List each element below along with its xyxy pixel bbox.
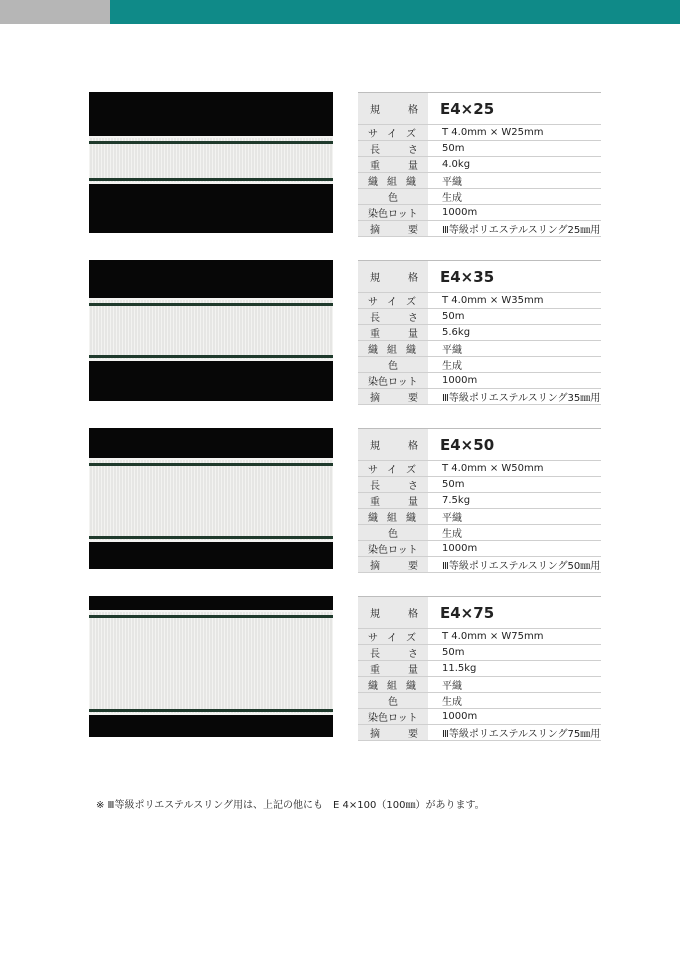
spec-value-size: T 4.0mm × W35mm [442, 295, 544, 306]
header-bar-gray [0, 0, 110, 24]
spec-label-lot: 染色ロット [358, 709, 428, 724]
webbing-stripe [89, 355, 333, 358]
spec-label-lot: 染色ロット [358, 541, 428, 556]
spec-label-spec: 規 格 [358, 429, 428, 460]
spec-table [358, 92, 601, 237]
spec-label-weight: 重 量 [358, 493, 428, 508]
spec-value-length: 50m [442, 479, 465, 490]
spec-label-weave: 織 組 織 [358, 677, 428, 692]
spec-row-spec [358, 93, 601, 125]
spec-value-weave: 平織 [442, 177, 462, 188]
spec-row-remark [358, 557, 601, 573]
spec-value-color: 生成 [442, 193, 462, 204]
spec-label-color: 色 [358, 693, 428, 708]
spec-row-lot [358, 709, 601, 725]
footnote: ※ Ⅲ等級ポリエステルスリング用は、上記の他にも E 4×100（100㎜）があります。 [96, 800, 485, 811]
spec-row-weave [358, 677, 601, 693]
spec-label-size: サ イ ズ [358, 293, 428, 308]
spec-value-remark: Ⅲ等級ポリエステルスリング35㎜用 [442, 393, 601, 404]
spec-row-weave [358, 341, 601, 357]
spec-label-length: 長 さ [358, 477, 428, 492]
spec-value-lot: 1000m [442, 207, 478, 218]
spec-label-weight: 重 量 [358, 325, 428, 340]
spec-value-weight: 5.6kg [442, 327, 471, 338]
spec-label-color: 色 [358, 357, 428, 372]
spec-value-remark: Ⅲ等級ポリエステルスリング50㎜用 [442, 561, 601, 572]
spec-row-color [358, 189, 601, 205]
spec-table [358, 428, 601, 573]
spec-label-weave: 織 組 織 [358, 173, 428, 188]
spec-row-weight [358, 493, 601, 509]
product-code: E4×50 [440, 435, 495, 454]
spec-row-length [358, 477, 601, 493]
spec-row-weave [358, 509, 601, 525]
spec-value-remark: Ⅲ等級ポリエステルスリング75㎜用 [442, 729, 601, 740]
spec-value-lot: 1000m [442, 711, 478, 722]
spec-row-remark [358, 725, 601, 741]
spec-row-remark [358, 389, 601, 405]
header-bar-teal [110, 0, 680, 24]
spec-label-weave: 織 組 織 [358, 341, 428, 356]
webbing-photo [89, 428, 333, 569]
spec-value-remark: Ⅲ等級ポリエステルスリング25㎜用 [442, 225, 601, 236]
spec-label-length: 長 さ [358, 141, 428, 156]
spec-label-spec: 規 格 [358, 261, 428, 292]
spec-row-spec [358, 429, 601, 461]
spec-row-weight [358, 157, 601, 173]
spec-value-color: 生成 [442, 697, 462, 708]
product-code: E4×75 [440, 603, 495, 622]
spec-label-weight: 重 量 [358, 661, 428, 676]
spec-value-lot: 1000m [442, 375, 478, 386]
spec-label-size: サ イ ズ [358, 125, 428, 140]
spec-label-lot: 染色ロット [358, 373, 428, 388]
spec-row-color [358, 525, 601, 541]
webbing-stripe [89, 536, 333, 539]
spec-value-weave: 平織 [442, 681, 462, 692]
spec-row-size [358, 125, 601, 141]
spec-label-color: 色 [358, 525, 428, 540]
spec-value-length: 50m [442, 143, 465, 154]
spec-value-color: 生成 [442, 361, 462, 372]
spec-value-lot: 1000m [442, 543, 478, 554]
spec-value-size: T 4.0mm × W75mm [442, 631, 544, 642]
webbing-stripe [89, 178, 333, 181]
spec-value-length: 50m [442, 647, 465, 658]
spec-value-weight: 7.5kg [442, 495, 471, 506]
spec-value-weight: 4.0kg [442, 159, 471, 170]
spec-value-color: 生成 [442, 529, 462, 540]
spec-row-remark [358, 221, 601, 237]
spec-label-weight: 重 量 [358, 157, 428, 172]
spec-value-size: T 4.0mm × W50mm [442, 463, 544, 474]
spec-row-length [358, 309, 601, 325]
spec-value-weave: 平織 [442, 345, 462, 356]
spec-label-spec: 規 格 [358, 93, 428, 124]
spec-row-size [358, 629, 601, 645]
webbing-stripe [89, 463, 333, 466]
webbing-photo [89, 92, 333, 233]
spec-label-lot: 染色ロット [358, 205, 428, 220]
spec-value-length: 50m [442, 311, 465, 322]
spec-label-length: 長 さ [358, 645, 428, 660]
spec-row-lot [358, 205, 601, 221]
spec-row-lot [358, 541, 601, 557]
spec-row-size [358, 293, 601, 309]
spec-table [358, 260, 601, 405]
webbing-stripe [89, 615, 333, 618]
webbing-stripe [89, 303, 333, 306]
product-code: E4×25 [440, 99, 495, 118]
spec-row-weight [358, 325, 601, 341]
spec-row-weave [358, 173, 601, 189]
spec-row-color [358, 357, 601, 373]
spec-row-length [358, 645, 601, 661]
spec-label-spec: 規 格 [358, 597, 428, 628]
spec-table [358, 596, 601, 741]
spec-label-color: 色 [358, 189, 428, 204]
spec-label-remark: 摘 要 [358, 389, 428, 404]
spec-value-weave: 平織 [442, 513, 462, 524]
spec-value-weight: 11.5kg [442, 663, 477, 674]
spec-label-remark: 摘 要 [358, 221, 428, 236]
spec-row-color [358, 693, 601, 709]
webbing-stripe [89, 141, 333, 144]
webbing-stripe [89, 709, 333, 712]
spec-value-size: T 4.0mm × W25mm [442, 127, 544, 138]
webbing-photo [89, 596, 333, 737]
spec-label-remark: 摘 要 [358, 725, 428, 740]
spec-row-size [358, 461, 601, 477]
product-code: E4×35 [440, 267, 495, 286]
spec-label-weave: 織 組 織 [358, 509, 428, 524]
spec-row-spec [358, 261, 601, 293]
spec-row-lot [358, 373, 601, 389]
spec-row-spec [358, 597, 601, 629]
spec-label-size: サ イ ズ [358, 629, 428, 644]
webbing-photo [89, 260, 333, 401]
spec-label-length: 長 さ [358, 309, 428, 324]
spec-label-size: サ イ ズ [358, 461, 428, 476]
spec-label-remark: 摘 要 [358, 557, 428, 572]
spec-row-length [358, 141, 601, 157]
spec-row-weight [358, 661, 601, 677]
